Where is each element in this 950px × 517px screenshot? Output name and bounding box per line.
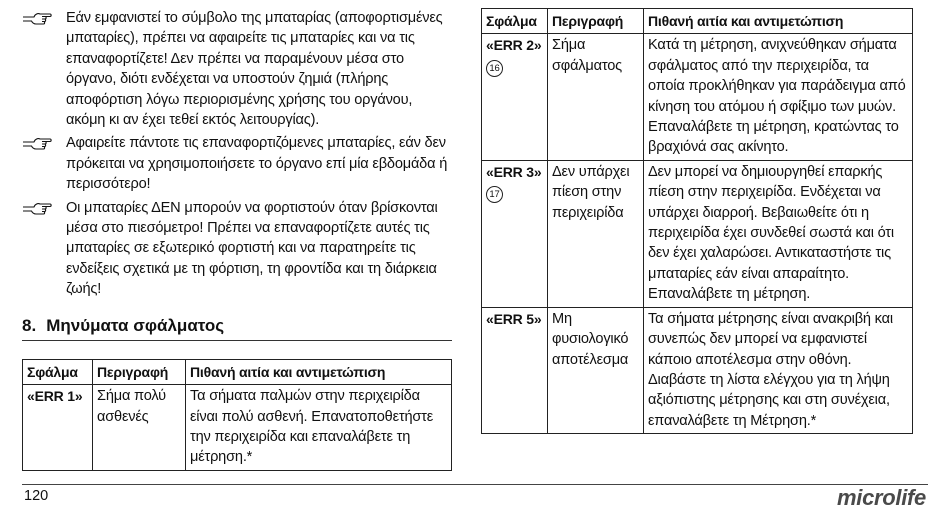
error-cause: Τα σήματα παλμών στην περιχειρίδα είναι πολύ ασθενή. Επανατοποθετήστε την περιχειρίδα και επαναλάβετε τη μέτρηση.* bbox=[186, 385, 452, 471]
brand-logo: microlife bbox=[837, 485, 926, 510]
footer-divider bbox=[22, 484, 928, 485]
section-title-text: Μηνύματα σφάλματος bbox=[46, 315, 225, 335]
error-code: «ERR 1» bbox=[23, 385, 93, 471]
note-3 bbox=[22, 198, 452, 300]
header-cause: Πιθανή αιτία και αντιμετώπιση bbox=[644, 9, 913, 34]
error-description: Μη φυσιολογικό αποτέλεσμα bbox=[548, 307, 644, 433]
error-table-right bbox=[481, 8, 913, 434]
pointing-hand-icon bbox=[22, 198, 52, 218]
table-row bbox=[23, 385, 452, 471]
error-description: Σήμα σφάλματος bbox=[548, 34, 644, 160]
right-column bbox=[481, 8, 913, 434]
error-code: «ERR 5» bbox=[482, 307, 548, 433]
header-description: Περιγραφή bbox=[93, 359, 186, 384]
pointing-hand-icon bbox=[22, 133, 52, 153]
table-header-row bbox=[482, 9, 913, 34]
table-row bbox=[482, 160, 913, 307]
table-row bbox=[482, 307, 913, 433]
error-cause: Κατά τη μέτρηση, ανιχνεύθηκαν σήματα σφάλματος από την περιχειρίδα, τα οποία προκλήθηκαν για παράδειγμα από κίνηση του ατόμου ή σφίξιμο των μυών. Επαναλάβετε τη μέτρηση, κρατώντας το βραχιόνά σας ακίνητο. bbox=[644, 34, 913, 160]
page-number: 120 bbox=[24, 488, 49, 504]
note-1-text: Εάν εμφανιστεί το σύμβολο της μπαταρίας (αποφορτισμένες μπαταρίες), πρέπει να αφαιρείτε τις μπαταρίες και να τις επαναφορτίζετε! Δεν πρέπει να παραμένουν μέσα στο όργανο, διότι ενδέχεται να υποστούν ζημιά (πλήρης αποφόρτιση λόγω περιορισμένης χρήσης του οργάνου, ακόμη κι αν έχει τεθεί εκτός λειτουργίας). bbox=[66, 10, 443, 129]
circled-number-marker: 16 bbox=[486, 60, 503, 77]
table-row bbox=[482, 34, 913, 160]
header-error: Σφάλμα bbox=[23, 359, 93, 384]
error-cause: Δεν μπορεί να δημιουργηθεί επαρκής πίεση στην περιχειρίδα. Ενδέχεται να υπάρχει διαρροή. Βεβαιωθείτε ότι η περιχειρίδα έχει συνδεθεί σωστά και ότι δεν έχει χαλαρώσει. Αντικαταστήστε τις μπαταρίες εάν είναι απαραίτητο. Επαναλάβετε τη μέτρηση. bbox=[644, 160, 913, 307]
error-code-cell bbox=[482, 34, 548, 160]
header-description: Περιγραφή bbox=[548, 9, 644, 34]
error-description: Δεν υπάρχει πίεση στην περιχειρίδα bbox=[548, 160, 644, 307]
error-description: Σήμα πολύ ασθενές bbox=[93, 385, 186, 471]
error-code-cell bbox=[482, 160, 548, 307]
note-1 bbox=[22, 8, 452, 130]
error-code: «ERR 3» bbox=[486, 163, 542, 180]
header-cause: Πιθανή αιτία και αντιμετώπιση bbox=[186, 359, 452, 384]
error-table-left bbox=[22, 359, 452, 471]
pointing-hand-icon bbox=[22, 8, 52, 28]
circled-number-marker: 17 bbox=[486, 186, 503, 203]
header-error: Σφάλμα bbox=[482, 9, 548, 34]
note-3-text: Οι μπαταρίες ΔΕΝ μπορούν να φορτιστούν όταν βρίσκονται μέσα στο πιεσόμετρο! Πρέπει να επαναφορτίζετε αυτές τις μπαταρίες σε εξωτερικό φορτιστή και να παρατηρείτε τις ενδείξεις σχετικά με τη φόρτιση, τη φροντίδα και τη διάρκεια ζωής! bbox=[66, 199, 438, 298]
left-column bbox=[22, 8, 452, 471]
section-heading bbox=[22, 316, 452, 341]
note-2 bbox=[22, 133, 452, 194]
error-code: «ERR 2» bbox=[486, 37, 542, 54]
section-number: 8. bbox=[22, 315, 37, 335]
table-header-row bbox=[23, 359, 452, 384]
error-cause: Τα σήματα μέτρησης είναι ανακριβή και συνεπώς δεν μπορεί να εμφανιστεί κάποιο αποτέλεσμα στην οθόνη. Διαβάστε τη λίστα ελέγχου για τη λήψη αξιόπιστης μέτρησης και στη συνέχεια, επαναλάβετε τη Μέτρηση.* bbox=[644, 307, 913, 433]
note-2-text: Αφαιρείτε πάντοτε τις επαναφορτιζόμενες μπαταρίες, εάν δεν πρόκειται να χρησιμοποιήσετε το όργανο επί μία εβδομάδα ή περισσότερο! bbox=[66, 135, 448, 193]
